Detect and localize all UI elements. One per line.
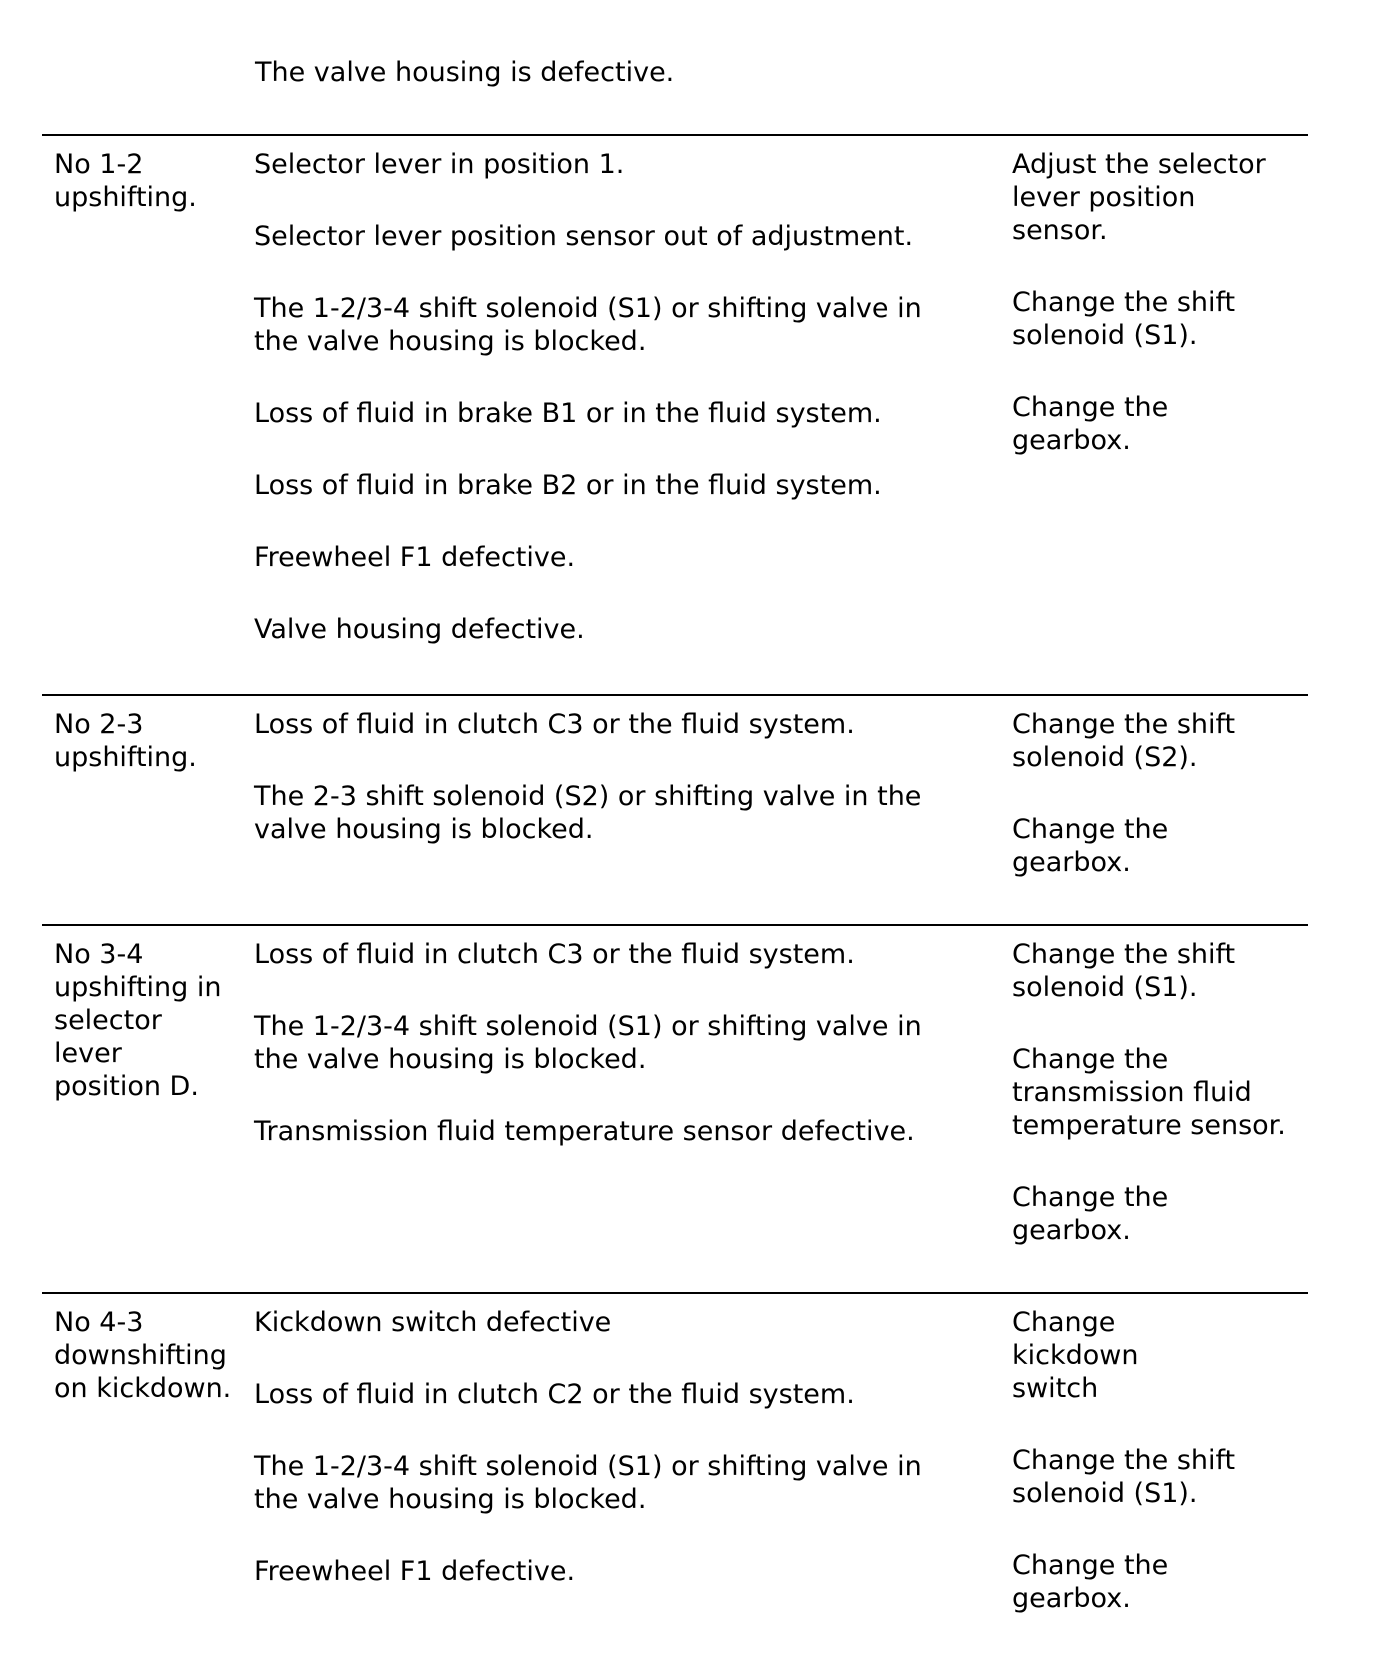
cause-text: Kickdown switch defective <box>254 1307 612 1338</box>
causes-cell <box>254 938 1014 1148</box>
symptom-cell: No 2-3 upshifting. <box>54 709 197 773</box>
action-text: Change the shift solenoid (S1). <box>1012 1445 1236 1509</box>
cause-text: Freewheel F1 defective. <box>254 1556 576 1587</box>
action-text: Change the gearbox. <box>1012 392 1169 456</box>
continued-cause-text: The valve housing is defective. <box>255 57 675 88</box>
cause-text: Transmission fluid temperature sensor defective. <box>254 1116 915 1147</box>
cause-text: Loss of fluid in clutch C3 or the fluid system. <box>254 709 855 740</box>
action-text: Change the shift solenoid (S1). <box>1012 287 1236 351</box>
cause-text: Valve housing defective. <box>254 614 585 645</box>
action-text: Change the shift solenoid (S2). <box>1012 709 1236 773</box>
cause-text: Loss of fluid in clutch C2 or the fluid system. <box>254 1379 855 1410</box>
action-text: Adjust the selector lever position sensor. <box>1012 149 1266 246</box>
causes-cell <box>254 1306 1014 1588</box>
table-row <box>42 1292 1308 1670</box>
table-row <box>42 924 1308 1292</box>
actions-cell <box>1012 708 1308 879</box>
cause-text: The 1-2/3-4 shift solenoid (S1) or shifting valve in the valve housing is blocked. <box>254 1451 922 1515</box>
action-text: Change the shift solenoid (S1). <box>1012 939 1236 1003</box>
cause-text: The 1-2/3-4 shift solenoid (S1) or shifting valve in the valve housing is blocked. <box>254 293 922 357</box>
table-row <box>42 694 1308 924</box>
actions-cell <box>1012 1306 1308 1615</box>
action-text: Change the transmission fluid temperature sensor. <box>1012 1044 1286 1141</box>
cause-text: Freewheel F1 defective. <box>254 542 576 573</box>
action-text: Change the gearbox. <box>1012 1182 1169 1246</box>
symptom-cell: No 1-2 upshifting. <box>54 149 197 213</box>
cause-text: Selector lever position sensor out of adjustment. <box>254 221 914 252</box>
causes-cell <box>254 708 1014 846</box>
actions-cell <box>1012 148 1282 457</box>
causes-cell <box>254 148 1014 646</box>
cause-text: Loss of fluid in clutch C3 or the fluid system. <box>254 939 855 970</box>
symptom-cell: No 4-3 downshifting on kickdown. <box>54 1307 232 1404</box>
table-row <box>42 134 1308 694</box>
cause-text: Selector lever in position 1. <box>254 149 625 180</box>
actions-cell <box>1012 938 1308 1247</box>
action-text: Change kickdown switch <box>1012 1307 1139 1404</box>
cause-text: Loss of fluid in brake B1 or in the fluid system. <box>254 398 882 429</box>
cause-text: The 1-2/3-4 shift solenoid (S1) or shifting valve in the valve housing is blocked. <box>254 1011 922 1075</box>
action-text: Change the gearbox. <box>1012 1550 1169 1614</box>
symptom-cell: No 3-4 upshifting in selector lever position D. <box>54 939 222 1102</box>
action-text: Change the gearbox. <box>1012 814 1169 878</box>
cause-text: Loss of fluid in brake B2 or in the fluid system. <box>254 470 882 501</box>
cause-text: The 2-3 shift solenoid (S2) or shifting valve in the valve housing is blocked. <box>254 781 922 845</box>
